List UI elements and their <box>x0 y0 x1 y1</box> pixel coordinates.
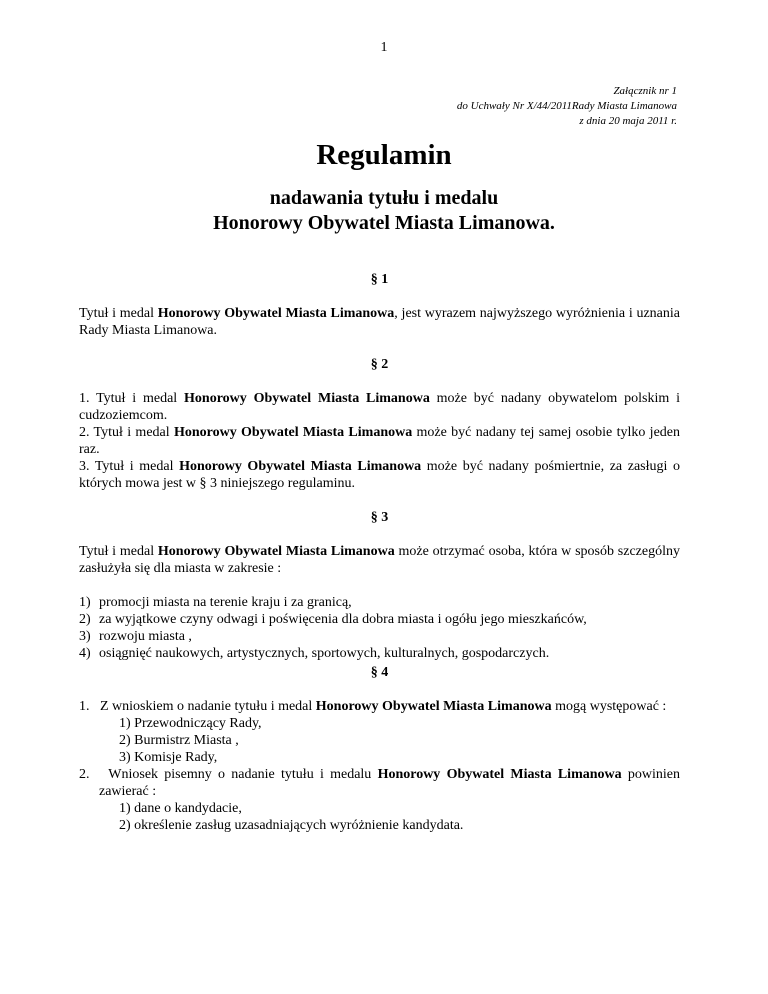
honor-name: Honorowy Obywatel Miasta Limanowa <box>179 459 422 474</box>
section-2-heading: § 2 <box>370 357 389 372</box>
document-subtitle <box>0 186 768 236</box>
annex-line-3: z dnia 20 maja 2011 r. <box>579 115 677 127</box>
section-2 <box>79 356 680 492</box>
section-1-text: Tytuł i medal Honorowy Obywatel Miasta Limanowa, jest wyrazem najwyższego wyróżnienia i uznania Rady Miasta Limanowa. <box>79 306 680 338</box>
list-item: 1) Przewodniczący Rady, <box>119 716 262 731</box>
honor-name: Honorowy Obywatel Miasta Limanowa <box>173 425 413 440</box>
honor-name: Honorowy Obywatel Miasta Limanowa <box>315 699 552 714</box>
section-3-list <box>79 594 680 662</box>
honor-name: Honorowy Obywatel Miasta Limanowa <box>157 306 395 321</box>
document-title: Regulamin <box>316 139 452 171</box>
subtitle-line-2: Honorowy Obywatel Miasta Limanowa. <box>213 212 555 234</box>
section-4-point-2: 2. Wniosek pisemny o nadanie tytułu i medalu Honorowy Obywatel Miasta Limanowa powinien zawierać : <box>79 767 680 799</box>
section-4-point-1-list <box>79 715 680 766</box>
page-number: 1 <box>380 40 388 55</box>
list-item: 3) Komisje Rady, <box>119 750 218 765</box>
section-3-text: Tytuł i medal Honorowy Obywatel Miasta Limanowa może otrzymać osoba, która w sposób szczególny zasłużyła się dla miasta w zakresie : <box>79 544 680 576</box>
section-1 <box>79 271 680 339</box>
section-4-heading: § 4 <box>370 665 389 680</box>
section-4 <box>79 664 680 834</box>
list-item: 2) Burmistrz Miasta , <box>119 733 239 748</box>
list-item: 1) promocji miasta na terenie kraju i za granicą, <box>79 595 352 610</box>
annex-line-2: do Uchwały Nr X/44/2011Rady Miasta Limanowa <box>456 100 677 112</box>
list-item: 3) rozwoju miasta , <box>79 629 192 644</box>
annex-line-1: Załącznik nr 1 <box>613 85 677 97</box>
list-item: 1) dane o kandydacie, <box>119 801 242 816</box>
section-4-point-2-list <box>79 800 680 834</box>
section-2-point-1: 1. Tytuł i medal Honorowy Obywatel Miasta Limanowa może być nadany obywatelom polskim i cudzoziemcom. <box>79 391 680 423</box>
honor-name: Honorowy Obywatel Miasta Limanowa <box>184 391 430 406</box>
list-item: 2) określenie zasług uzasadniających wyróżnienie kandydata. <box>119 818 464 833</box>
section-2-point-2: 2. Tytuł i medal Honorowy Obywatel Miasta Limanowa może być nadany tej samej osobie tylko jeden raz. <box>79 425 680 457</box>
list-item: 4) osiągnięć naukowych, artystycznych, sportowych, kulturalnych, gospodarczych. <box>79 646 550 661</box>
annex-note <box>457 84 677 129</box>
section-3 <box>79 509 680 662</box>
honor-name: Honorowy Obywatel Miasta Limanowa <box>157 544 395 559</box>
section-4-point-1: 1. Z wnioskiem o nadanie tytułu i medal Honorowy Obywatel Miasta Limanowa mogą występować : <box>79 699 667 714</box>
list-item: 2) za wyjątkowe czyny odwagi i poświęcenia dla dobra miasta i ogółu jego mieszkańców, <box>79 612 587 627</box>
section-1-heading: § 1 <box>370 272 389 287</box>
honor-name: Honorowy Obywatel Miasta Limanowa <box>377 767 622 782</box>
subtitle-line-1: nadawania tytułu i medalu <box>269 187 499 209</box>
section-2-point-3: 3. Tytuł i medal Honorowy Obywatel Miasta Limanowa może być nadany pośmiertnie, za zasługi o których mowa jest w § 3 niniejszego regulaminu. <box>79 459 680 491</box>
section-3-heading: § 3 <box>370 510 389 525</box>
